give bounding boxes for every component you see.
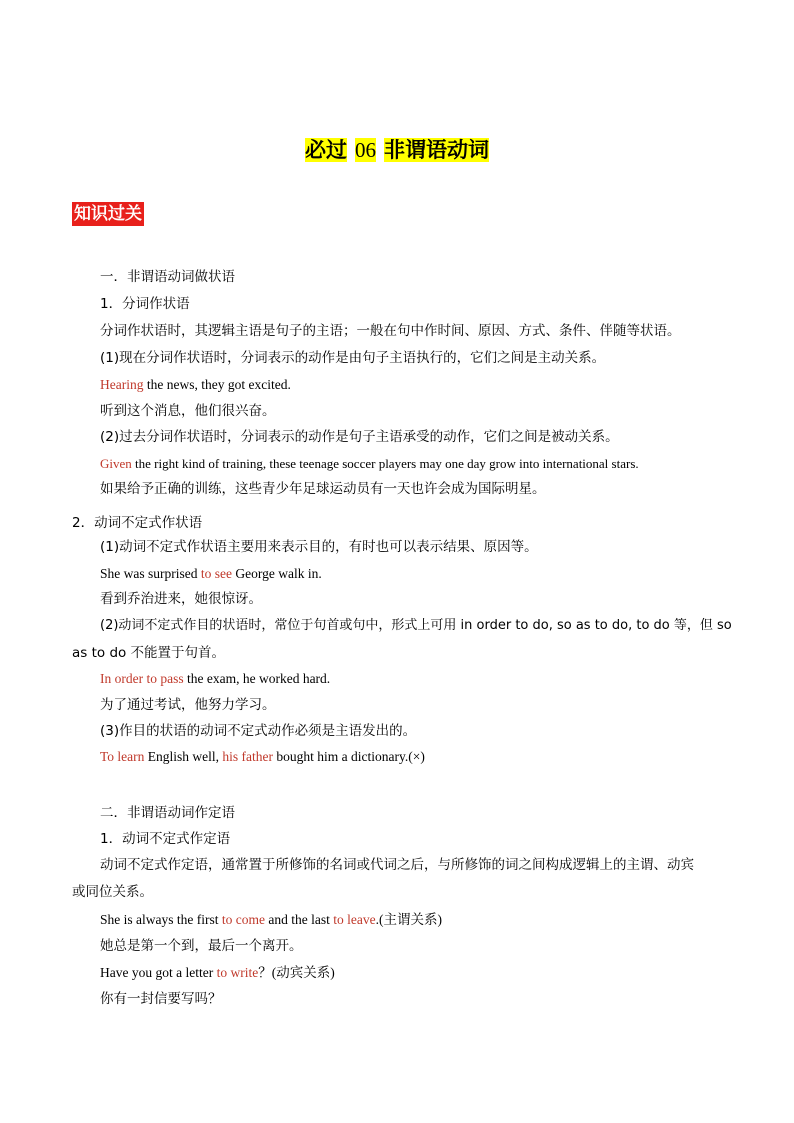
page-title	[0, 137, 794, 163]
example-3-text-a: She was surprised	[100, 566, 201, 581]
example-7-text-b: ？(动宾关系)	[258, 965, 335, 980]
section2-p1a: 动词不定式作定语，通常置于所修饰的名词或代词之后，与所修饰的词之间构成逻辑上的主谓、动宾	[100, 857, 694, 873]
example-4-highlight: In order to pass	[100, 671, 184, 686]
section1-p5b: as to do 不能置于句首。	[72, 645, 226, 661]
example-5	[100, 748, 425, 766]
section1-p4: (1)动词不定式作状语主要用来表示目的，有时也可以表示结果、原因等。	[100, 539, 538, 555]
example-3-highlight: to see	[200, 566, 232, 581]
example-6-highlight-2: to leave	[333, 912, 376, 927]
translation-1: 听到这个消息，他们很兴奋。	[100, 403, 276, 419]
example-7	[100, 964, 335, 982]
example-2-highlight: Given	[100, 456, 132, 471]
section1-sub2: 2．动词不定式作状语	[72, 515, 203, 531]
section1-p5a: (2)动词不定式作目的状语时，常位于句首或句中，形式上可用 in order to do, so as to do, to do 等，但 so	[100, 618, 732, 633]
title-part1: 必过	[305, 138, 347, 162]
section-tag: 知识过关	[74, 204, 142, 224]
example-5-text-mid: English well,	[144, 749, 223, 764]
example-6-highlight-1: to come	[221, 912, 265, 927]
translation-2: 如果给予正确的训练，这些青少年足球运动员有一天也许会成为国际明星。	[100, 481, 546, 497]
example-3	[100, 565, 322, 583]
translation-7: 你有一封信要写吗？	[100, 991, 222, 1007]
section1-heading: 一．非谓语动词做状语	[100, 269, 235, 285]
example-1-highlight: Hearing	[100, 377, 144, 392]
title-part3: 非谓语动词	[384, 138, 489, 162]
section1-p1: 分词作状语时，其逻辑主语是句子的主语；一般在句中作时间、原因、方式、条件、伴随等状语。	[100, 323, 681, 339]
example-1-text: the news, they got excited.	[143, 377, 291, 392]
example-6-text-b: and the last	[264, 912, 334, 927]
example-3-text-b: George walk in.	[232, 566, 322, 581]
section1-p2: (1)现在分词作状语时，分词表示的动作是由句子主语执行的，它们之间是主动关系。	[100, 350, 606, 366]
example-1	[100, 376, 291, 394]
example-6-text-a: She is always the first	[100, 912, 222, 927]
section2-p1b: 或同位关系。	[72, 884, 153, 900]
example-4-text: the exam, he worked hard.	[183, 671, 331, 686]
title-part2: 06	[355, 138, 376, 162]
example-7-text-a: Have you got a letter	[100, 965, 217, 980]
example-7-highlight: to write	[216, 965, 259, 980]
example-5-highlight-1: To learn	[100, 749, 145, 764]
section1-p6: (3)作目的状语的动词不定式动作必须是主语发出的。	[100, 723, 417, 739]
example-5-text: bought him a dictionary.(×)	[273, 749, 425, 764]
section2-heading: 二．非谓语动词作定语	[100, 805, 235, 821]
translation-4: 为了通过考试，他努力学习。	[100, 697, 276, 713]
example-4	[100, 670, 330, 688]
example-6-text-c: .(主谓关系)	[375, 912, 442, 927]
example-2-text: the right kind of training, these teenage soccer players may one day grow into international stars.	[131, 456, 639, 471]
example-5-highlight-2: his father	[222, 749, 274, 764]
section1-sub1: 1．分词作状语	[100, 296, 190, 312]
section1-p3: (2)过去分词作状语时，分词表示的动作是句子主语承受的动作，它们之间是被动关系。	[100, 429, 619, 445]
translation-6: 她总是第一个到，最后一个离开。	[100, 938, 303, 954]
example-6	[100, 911, 442, 929]
translation-3: 看到乔治进来，她很惊讶。	[100, 591, 262, 607]
example-2	[100, 455, 639, 473]
section2-sub1: 1．动词不定式作定语	[100, 831, 231, 847]
